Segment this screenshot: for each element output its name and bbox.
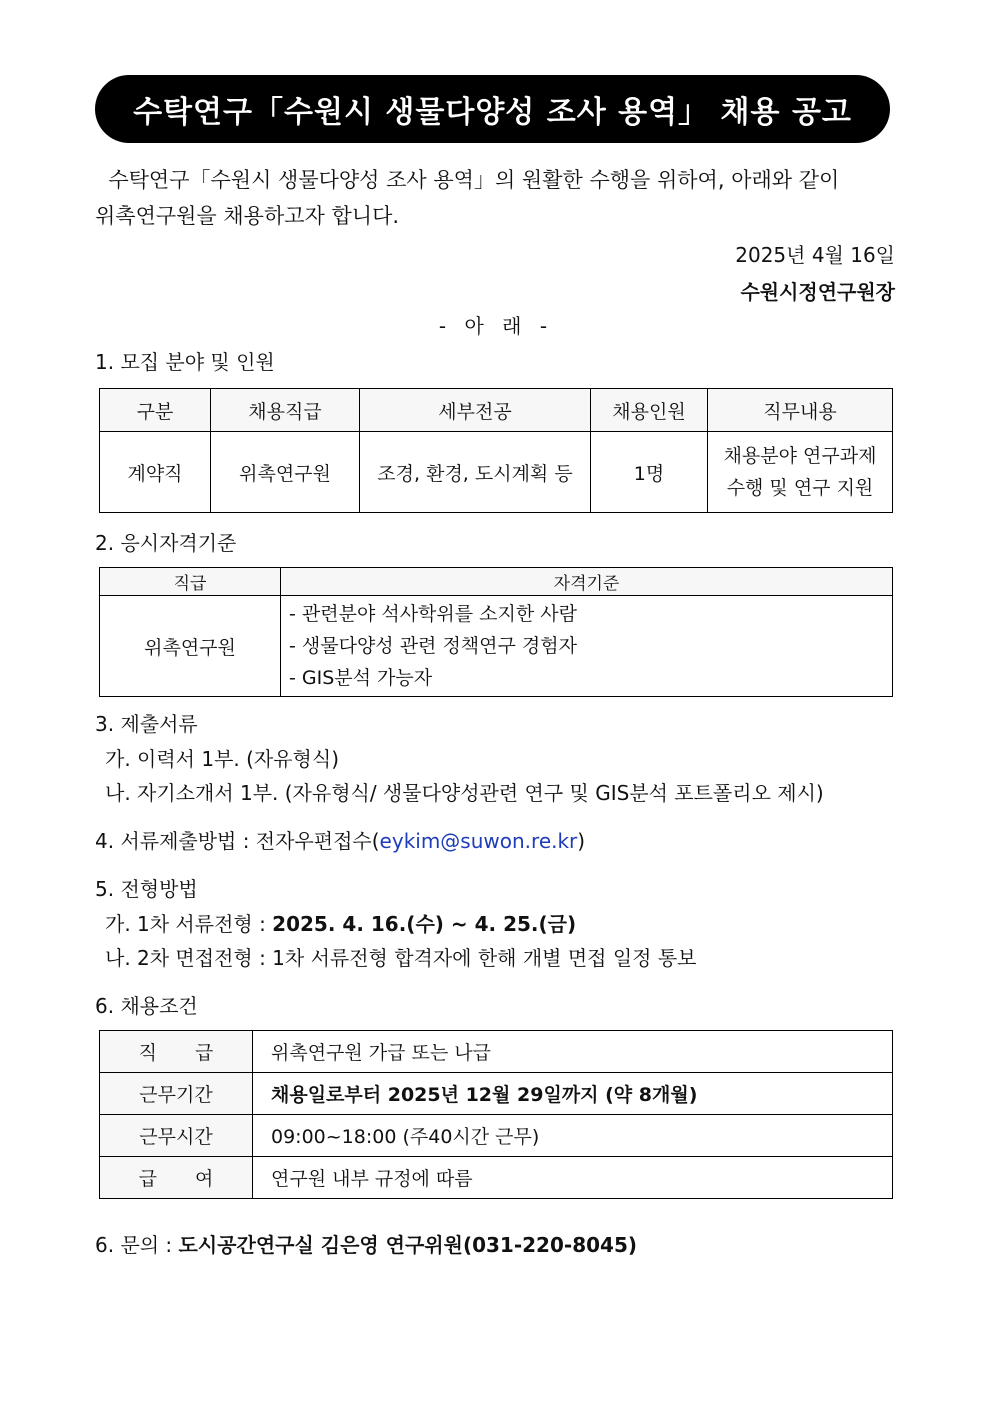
duty-line-2: 수행 및 연구 지원 bbox=[726, 477, 874, 499]
section1-heading: 1. 모집 분야 및 인원 bbox=[95, 350, 275, 374]
table-row bbox=[100, 432, 893, 513]
cell-major: 조경, 환경, 도시계획 등 bbox=[360, 432, 591, 513]
section4-label: 4. 서류제출방법 : 전자우편접수( bbox=[95, 829, 380, 853]
section6-heading: 6. 채용조건 bbox=[95, 994, 198, 1018]
header-cell: 직무내용 bbox=[708, 389, 893, 432]
recruit-table bbox=[99, 388, 893, 513]
table-header-row bbox=[100, 389, 893, 432]
section2-heading: 2. 응시자격기준 bbox=[95, 531, 237, 555]
section3-item-a: 가. 이력서 1부. (자유형식) bbox=[105, 747, 339, 771]
cell-rank: 위촉연구원 bbox=[211, 432, 360, 513]
duty-line-1: 채용분야 연구과제 bbox=[723, 445, 877, 467]
cell-type: 계약직 bbox=[100, 432, 211, 513]
criteria-item: - GIS분석 가능자 bbox=[289, 667, 433, 689]
condition-value: 연구원 내부 규정에 따름 bbox=[253, 1157, 893, 1199]
email-link[interactable]: eykim@suwon.re.kr bbox=[379, 829, 578, 853]
condition-value: 채용일로부터 2025년 12월 29일까지 (약 8개월) bbox=[253, 1073, 893, 1115]
intro-line-1: 수탁연구「수원시 생물다양성 조사 용역」의 원활한 수행을 위하여, 아래와 같이 bbox=[108, 168, 840, 192]
section4-close: ) bbox=[577, 829, 586, 853]
table-header-row bbox=[100, 568, 893, 596]
page-title: 수탁연구「수원시 생물다양성 조사 용역」 채용 공고 bbox=[95, 75, 890, 143]
section5-item-a-value: 2025. 4. 16.(수) ~ 4. 25.(금) bbox=[272, 912, 577, 936]
announcement-date: 2025년 4월 16일 bbox=[735, 243, 895, 267]
contact-label: 6. 문의 : bbox=[95, 1233, 179, 1257]
cell-count: 1명 bbox=[591, 432, 708, 513]
section5-item-a-label: 가. 1차 서류전형 : bbox=[105, 912, 273, 936]
section5-item-b: 나. 2차 면접전형 : 1차 서류전형 합격자에 한해 개별 면접 일정 통보 bbox=[105, 946, 697, 970]
section3-item-b: 나. 자기소개서 1부. (자유형식/ 생물다양성관련 연구 및 GIS분석 포트폴리오 제시) bbox=[105, 781, 824, 805]
condition-label: 급 여 bbox=[100, 1157, 253, 1199]
table-row bbox=[100, 1157, 893, 1199]
header-cell: 채용직급 bbox=[211, 389, 360, 432]
contact-line bbox=[95, 1229, 637, 1258]
header-cell: 직급 bbox=[100, 568, 281, 596]
section4-line bbox=[95, 825, 585, 854]
table-row bbox=[100, 1115, 893, 1157]
header-cell: 채용인원 bbox=[591, 389, 708, 432]
section3-heading: 3. 제출서류 bbox=[95, 712, 198, 736]
condition-value: 09:00~18:00 (주40시간 근무) bbox=[253, 1115, 893, 1157]
conditions-table bbox=[99, 1030, 893, 1199]
header-cell: 구분 bbox=[100, 389, 211, 432]
contact-value: 도시공간연구실 김은영 연구위원(031-220-8045) bbox=[178, 1233, 637, 1257]
header-cell: 세부전공 bbox=[360, 389, 591, 432]
cell-rank: 위촉연구원 bbox=[100, 596, 281, 697]
condition-label: 근무시간 bbox=[100, 1115, 253, 1157]
criteria-item: - 관련분야 석사학위를 소지한 사람 bbox=[289, 603, 577, 625]
condition-label: 근무기간 bbox=[100, 1073, 253, 1115]
cell-duty bbox=[708, 432, 893, 513]
table-row bbox=[100, 1031, 893, 1073]
cell-criteria bbox=[281, 596, 893, 697]
table-row bbox=[100, 596, 893, 697]
table-row bbox=[100, 1073, 893, 1115]
section5-item-a bbox=[105, 908, 576, 937]
section5-heading: 5. 전형방법 bbox=[95, 877, 198, 901]
qualification-table bbox=[99, 567, 893, 697]
criteria-item: - 생물다양성 관련 정책연구 경험자 bbox=[289, 635, 577, 657]
arae-divider: - 아 래 - bbox=[438, 314, 554, 338]
signer: 수원시정연구원장 bbox=[740, 280, 895, 304]
condition-label: 직 급 bbox=[100, 1031, 253, 1073]
intro-line-2: 위촉연구원을 채용하고자 합니다. bbox=[95, 204, 400, 228]
header-cell: 자격기준 bbox=[281, 568, 893, 596]
condition-value: 위촉연구원 가급 또는 나급 bbox=[253, 1031, 893, 1073]
